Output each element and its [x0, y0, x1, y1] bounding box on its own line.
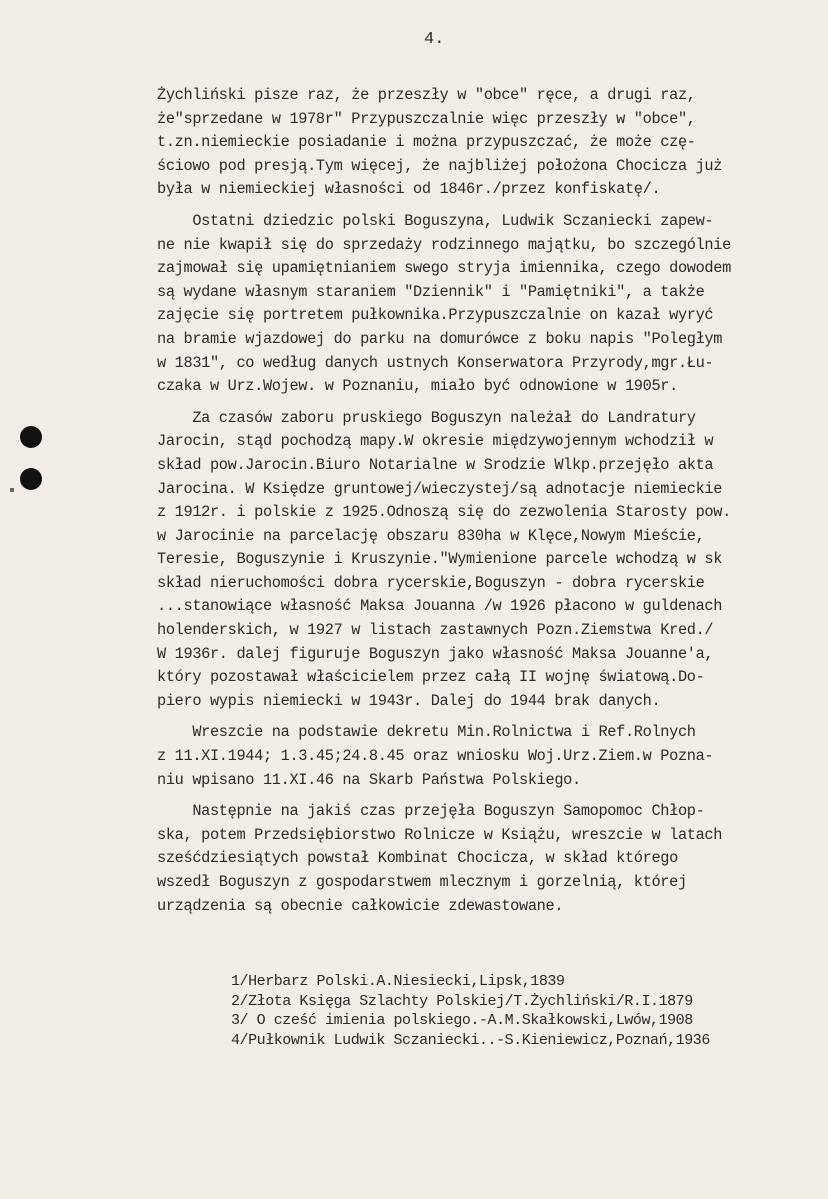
page-number: 4.: [424, 30, 445, 49]
text-line: Żychliński pisze raz, że przeszły w "obce" ręce, a drugi raz,: [157, 86, 696, 104]
paragraph-gap: [157, 399, 731, 407]
text-line: czaka w Urz.Wojew. w Poznaniu, miało być odnowione w 1905r.: [157, 377, 678, 396]
paragraph: [157, 84, 731, 202]
text-line: ne nie kwapił się do sprzedaży rodzinnego majątku, bo szczególnie: [157, 235, 731, 254]
text-line: piero wypis niemiecki w 1943r. Dalej do 1944 brak danych.: [157, 691, 661, 710]
text-line: są wydane własnym staraniem "Dziennik" i "Pamiętniki", a także: [157, 282, 705, 301]
paper-mark: [10, 488, 14, 492]
text-line: holenderskich, w 1927 w listach zastawnych Pozn.Ziemstwa Kred./: [157, 621, 714, 640]
text-line: niu wpisano 11.XI.46 na Skarb Państwa Polskiego.: [157, 770, 581, 789]
text-line: który pozostawał właścicielem przez całą II wojnę światową.Do-: [157, 668, 705, 687]
text-line: W 1936r. dalej figuruje Boguszyn jako własność Maksa Jouanne'a,: [157, 644, 714, 663]
text-line: wszedł Boguszyn z gospodarstwem mlecznym i gorzelnią, której: [157, 873, 687, 891]
text-line: że"sprzedane w 1978r" Przypuszczalnie więc przeszły w "obce",: [157, 109, 696, 128]
paragraph: [157, 210, 731, 399]
references-list: [231, 972, 710, 1050]
text-line: Za czasów zaboru pruskiego Boguszyn należał do Landratury: [157, 408, 696, 427]
text-line: Ostatni dziedzic polski Boguszyna, Ludwik Sczaniecki zapew-: [157, 211, 714, 230]
text-line: urządzenia są obecnie całkowicie zdewastowane.: [157, 896, 564, 915]
text-line: ściowo pod presją.Tym więcej, że najbliżej położona Chocicza już: [157, 156, 723, 175]
text-line: skład pow.Jarocin.Biuro Notarialne w Srodzie Wlkp.przejęło akta: [157, 455, 714, 474]
punch-hole-upper: [20, 426, 42, 448]
body-text: [157, 84, 731, 918]
text-line: Jarocin, stąd pochodzą mapy.W okresie międzywojennym wchodził w: [157, 432, 714, 451]
paragraph: [157, 407, 731, 714]
punch-hole-lower: [20, 468, 42, 490]
text-line: w Jarocinie na parcelację obszaru 830ha w Klęce,Nowym Mieście,: [157, 526, 705, 545]
text-line: na bramie wjazdowej do parku na domurówce z boku napis "Poległym: [157, 329, 723, 348]
paragraph: [157, 800, 731, 918]
text-line: z 1912r. i polskie z 1925.Odnoszą się do zezwolenia Starosty pow.: [157, 503, 731, 522]
text-line: sześćdziesiątych powstał Kombinat Chocicza, w skład którego: [157, 849, 678, 868]
text-line: z 11.XI.1944; 1.3.45;24.8.45 oraz wniosku Woj.Urz.Ziem.w Pozna-: [157, 747, 714, 766]
text-line: skład nieruchomości dobra rycerskie,Boguszyn - dobra rycerskie: [157, 573, 705, 592]
text-line: zajmował się upamiętnianiem swego stryja imiennika, czego dowodem: [157, 259, 731, 278]
reference-item: 2/Złota Księga Szlachty Polskiej/T.Żychliński/R.I.1879: [231, 992, 693, 1010]
paragraph-gap: [157, 713, 731, 721]
paragraph-gap: [157, 792, 731, 800]
text-line: ...stanowiące własność Maksa Jouanna /w 1926 płacono w guldenach: [157, 597, 723, 616]
text-line: Teresie, Boguszynie i Kruszynie."Wymienione parcele wchodzą w sk: [157, 550, 723, 569]
text-line: ska, potem Przedsiębiorstwo Rolnicze w Książu, wreszcie w latach: [157, 825, 723, 844]
paragraph-gap: [157, 202, 731, 210]
text-line: t.zn.niemieckie posiadanie i można przypuszczać, że może czę-: [157, 133, 696, 152]
reference-item: 3/ O cześć imienia polskiego.-A.M.Skałkowski,Lwów,1908: [231, 1012, 693, 1029]
text-line: w 1831", co według danych ustnych Konserwatora Przyrody,mgr.Łu-: [157, 353, 714, 372]
text-line: zajęcie się portretem pułkownika.Przypuszczalnie on kazał wyryć: [157, 306, 714, 325]
text-line: Następnie na jakiś czas przejęła Boguszyn Samopomoc Chłop-: [157, 802, 705, 821]
reference-item: 4/Pułkownik Ludwik Sczaniecki..-S.Kieniewicz,Poznań,1936: [231, 1031, 710, 1049]
reference-item: 1/Herbarz Polski.A.Niesiecki,Lipsk,1839: [231, 973, 565, 990]
text-line: była w niemieckiej własności od 1846r./przez konfiskatę/.: [157, 180, 661, 199]
text-line: Wreszcie na podstawie dekretu Min.Rolnictwa i Ref.Rolnych: [157, 723, 696, 742]
text-line: Jarocina. W Księdze gruntowej/wieczystej/są adnotacje niemieckie: [157, 479, 723, 498]
paragraph: [157, 721, 731, 792]
